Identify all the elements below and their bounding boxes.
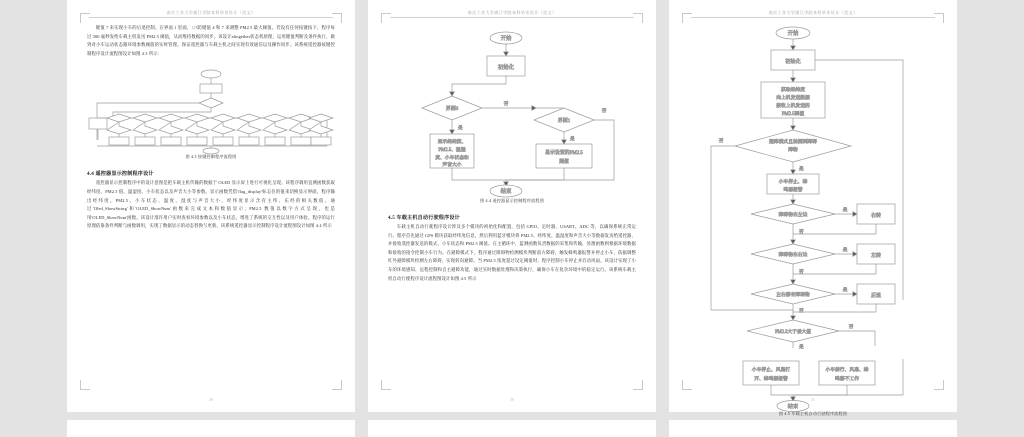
- page-number: 29: [209, 398, 213, 402]
- edge-label-no: 否: [601, 108, 607, 113]
- page-row-2: [0, 420, 1024, 437]
- node-start-label: 开始: [787, 31, 799, 37]
- body-paragraph: 键值 7 来实现小车的后退控制。在界面 1 里面，ং防键值 4 和 7 来调整 PM2.5 最大阈值。若没有任何按键按下，程序每过 300 毫秒发给车载主机发送 PM2.5 阈值，从而维持数据的同步。该设计altogether状态机原理，运用键值判断及条件执行，做到对小车运动状态跟环境参数阈值的实时管理。保证遥控器与车载主机之间实现有效通信以及操作同步。该系统遥控器按键控制程序设计流程图设计如图 4.3 所示：: [87, 25, 335, 56]
- section-heading-4-5: 4.5 车载主机自动行驶程序设计: [388, 215, 460, 221]
- page-number: 31: [811, 398, 815, 402]
- node-data-line-1: 获取经纬度: [781, 88, 805, 93]
- node-start-label: 开始: [500, 36, 512, 42]
- node-decision-left-obstacle: 障碍物在左边: [778, 213, 808, 218]
- node-action-reverse: 后退: [870, 294, 882, 299]
- body-paragraph: 遥控器显示控制程序中的设计意图是把车载主机传输的数据于 OLED 显示屏上进行可视化呈现。该程序调用直测函数获取经纬度、PM2.5 值、温湿度、小车状态以及声音大小等参数。显示函数凭借'flag_display'标志位的值来切换显示界面，程序输出经纬度、PM2.5、小车状态、温度、湿度与声音大小、经纬度显示含有主纬、东经的相关数值。通过'Oled_ShowString'和'OLED_ShowNum'函数来完成文本和数值显示；PM2.5 数值以数字方式呈现，也是用'OLED_ShowNum'函数。该设计准许用户实时查看环境参数以及小车状态，增进了系统的交互性以及用户体验。程序的运行原理依靠条件判断与函数调用，实现了数据显示的动态替换与更新。该系统遥控器显示控制程序设计流程图设计如图 4.4 所示: [87, 180, 335, 229]
- node-decision-right: 界面1: [557, 119, 571, 124]
- edge-label-yes: 是: [570, 136, 575, 141]
- node-decision-1-line-2: 障物: [788, 148, 798, 153]
- node-end-label: 结束: [500, 189, 512, 195]
- node-action-left-1: 显示经纬度、: [437, 140, 467, 145]
- document-page-33[interactable]: [368, 420, 656, 437]
- node-action-left-3: 度、小车状态和: [435, 156, 469, 161]
- figure-caption-4-4: 图 4.4 遥控器显示控制程序流程图: [480, 198, 544, 203]
- page-number: 30: [510, 398, 514, 402]
- edge-label-no: 否: [503, 101, 509, 106]
- edge-label-yes: 是: [842, 287, 848, 292]
- node-action-stop-line-2: 鸣器报警: [783, 188, 803, 193]
- node-decision-1-line-1: 避障模式且检测到障碍: [769, 140, 817, 145]
- edge-label-no: 否: [799, 308, 804, 313]
- figure-4-4: [388, 28, 636, 198]
- node-final-right-2: 鸣器不工作: [835, 377, 859, 382]
- node-action-turn-left: 左转: [870, 254, 882, 259]
- figure-4-5: [689, 24, 937, 359]
- document-page-29[interactable]: [67, 0, 355, 412]
- node-final-right-1: 小车前行、风扇、蜂: [825, 368, 869, 373]
- node-data-line-3: 接收上机发送的: [776, 104, 810, 109]
- edge-label-yes: 是: [799, 344, 804, 349]
- section-heading-4-4: 4.4 遥控器显示控制程序设计: [87, 171, 154, 178]
- node-action-right-2: 阈值: [559, 160, 569, 165]
- edge-label-no: 否: [718, 138, 724, 143]
- node-action-right-1: 显示设置的PM2.5: [545, 151, 583, 156]
- running-header: 南京工业大学浦江学院本科毕业设计（论文）: [768, 10, 858, 15]
- figure-4-3: [87, 68, 335, 154]
- figure-4-5-tail: [689, 359, 937, 411]
- node-action-turn-right: 右转: [870, 214, 882, 219]
- edge-label-yes: 是: [842, 207, 848, 212]
- edge-label-no: 否: [848, 324, 854, 329]
- node-action-left-4: 声音大小: [442, 163, 462, 168]
- edge-label-yes: 是: [799, 166, 804, 171]
- running-header: 南京工业大学浦江学院本科毕业设计（论文）: [467, 10, 557, 15]
- edge-label-no: 否: [799, 229, 804, 234]
- node-final-left-1: 小车停止、风扇打: [751, 368, 791, 373]
- node-decision-pm25: PM2.5大于最大值: [774, 330, 812, 335]
- node-decision-both-obstacle: 左右都有障碍物: [776, 293, 810, 298]
- node-decision-left: 界面0: [445, 107, 459, 112]
- node-final-left-2: 开、蜂鸣器报警: [754, 377, 788, 382]
- figure-caption-4-3: 图 4.3 按键控制程序流程图: [185, 154, 237, 160]
- document-page-31[interactable]: [669, 0, 957, 416]
- edge-label-yes: 是: [458, 125, 463, 130]
- node-end-label: 结束: [787, 404, 799, 410]
- document-page-32[interactable]: [67, 420, 355, 437]
- body-paragraph: 车载主机自动行驶程序设计涉及多个模块的初始化和配置，包括 GPIO、定时器、USART、ADC 等，以确保系统正常运行。程序首先通过 GPS 模块获取经纬度信息，然后利用蓝牙模块将 PM2.5、经纬度、温湿度和声音大小等数据发送给遥控器，并接收遥控器发送的模式、小车状态和 PM2.5 阈值。在主循环中，蓝测函数负责数据的采集和传输，处理函数则根据环境数据和接收的指令控制小车行为。在避障模式下，程序通过障碍物检测模块判断前方障碍，触发蜂鸣器报警并停止小车，依据调整红外避障模块检测左右障碍，实现转向避障。当 PM2.5 浓度超过设定阈值时，程序控制小车停止并启动风扇。该设计实现了小车的环境感知、远程控制和自主避障功能，通过实时数据处理和决策执行，确保小车在复杂环境中的稳定运行。该系统车载主机自动行使程序设计流程图设计如图 4.5 所示: [388, 224, 636, 281]
- node-data-line-4: PM2.5阈值: [781, 112, 805, 117]
- document-page-30[interactable]: [368, 0, 656, 412]
- node-decision-right-obstacle: 障碍物在右边: [778, 253, 808, 258]
- figure-caption-4-5: 图 4.5 车载主机自动行驶程序流程图: [778, 411, 848, 416]
- node-init-label: 初始化: [497, 65, 515, 71]
- document-page-34[interactable]: [669, 420, 957, 437]
- edge-label-yes: 是: [842, 247, 848, 252]
- node-init-label: 初始化: [785, 59, 801, 65]
- node-data-line-2: 向上机发送数据: [776, 96, 810, 101]
- running-header: 南京工业大学浦江学院本科毕业设计（论文）: [166, 10, 256, 15]
- node-action-stop-line-1: 小车停止、蜂: [778, 180, 808, 185]
- edge-label-no: 否: [799, 269, 804, 274]
- node-action-left-2: PM2.5、温湿: [438, 148, 466, 153]
